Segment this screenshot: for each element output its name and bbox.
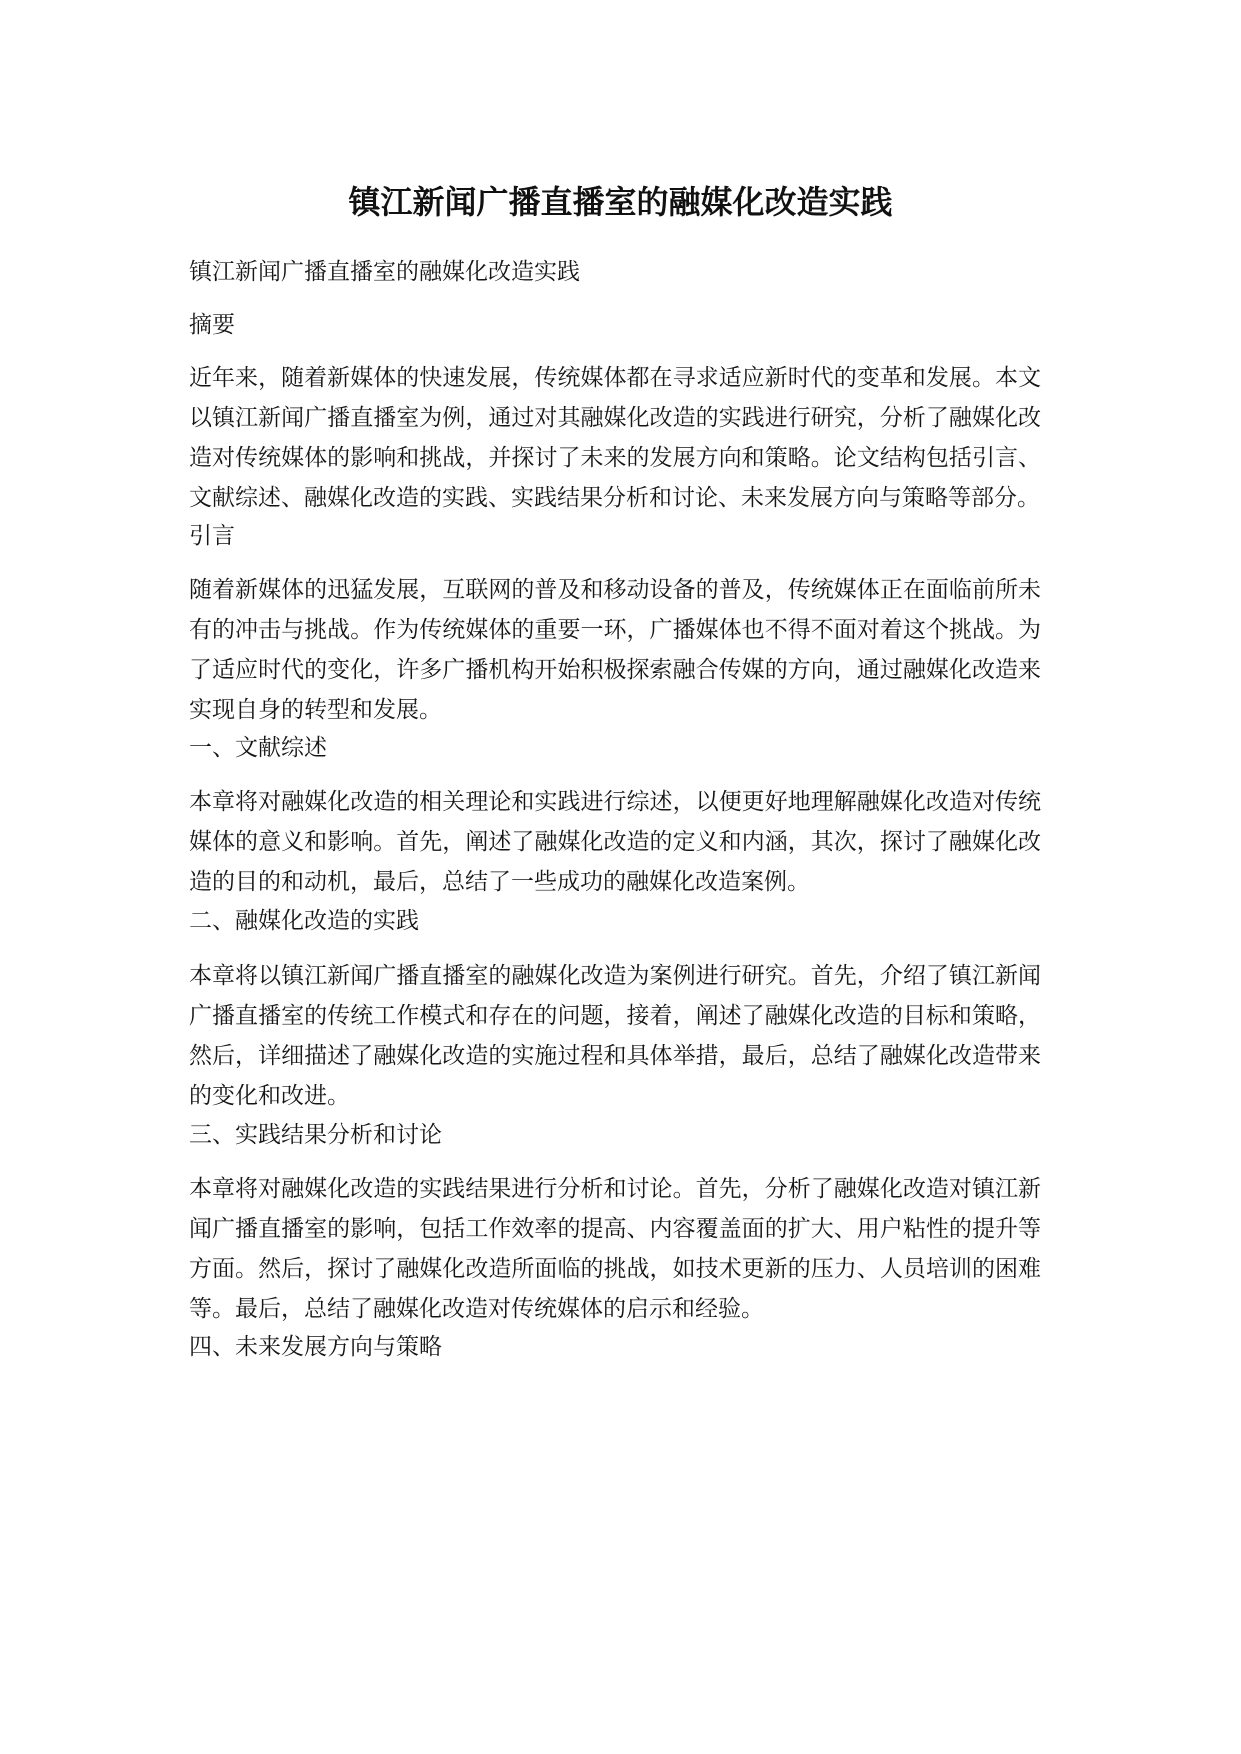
document-subtitle: 镇江新闻广播直播室的融媒化改造实践 [189,259,580,285]
intro-paragraph: 随着新媒体的迅猛发展，互联网的普及和移动设备的普及，传统媒体正在面临前所未有的冲击与挑战。作为传统媒体的重要一环，广播媒体也不得不面对着这个挑战。为了适应时代的变化，许多广播机构开始积极探索融合传媒的方向，通过融媒化改造来实现自身的转型和发展。 [189,577,1041,723]
section3-paragraph: 本章将对融媒化改造的实践结果进行分析和讨论。首先，分析了融媒化改造对镇江新闻广播直播室的影响，包括工作效率的提高、内容覆盖面的扩大、用户粘性的提升等方面。然后，探讨了融媒化改造所面临的挑战，如技术更新的压力、人员培训的困难等。最后，总结了融媒化改造对传统媒体的启示和经验。 [189,1176,1041,1322]
section1-paragraph: 本章将对融媒化改造的相关理论和实践进行综述，以便更好地理解融媒化改造对传统媒体的意义和影响。首先，阐述了融媒化改造的定义和内涵，其次，探讨了融媒化改造的目的和动机，最后，总结了一些成功的融媒化改造案例。 [189,789,1041,895]
section2-heading: 二、融媒化改造的实践 [189,908,419,934]
section4-heading: 四、未来发展方向与策略 [189,1334,442,1360]
intro-heading: 引言 [189,523,235,549]
section2-paragraph: 本章将以镇江新闻广播直播室的融媒化改造为案例进行研究。首先，介绍了镇江新闻广播直播室的传统工作模式和存在的问题，接着，阐述了融媒化改造的目标和策略，然后，详细描述了融媒化改造的实施过程和具体举措，最后，总结了融媒化改造带来的变化和改进。 [189,963,1041,1109]
section3-heading: 三、实践结果分析和讨论 [189,1122,442,1148]
abstract-heading: 摘要 [189,312,235,338]
abstract-paragraph: 近年来，随着新媒体的快速发展，传统媒体都在寻求适应新时代的变革和发展。本文以镇江新闻广播直播室为例，通过对其融媒化改造的实践进行研究，分析了融媒化改造对传统媒体的影响和挑战，并探讨了未来的发展方向和策略。论文结构包括引言、文献综述、融媒化改造的实践、实践结果分析和讨论、未来发展方向与策略等部分。 [189,365,1041,511]
document-title: 镇江新闻广播直播室的融媒化改造实践 [348,183,893,221]
section1-heading: 一、文献综述 [189,735,327,761]
